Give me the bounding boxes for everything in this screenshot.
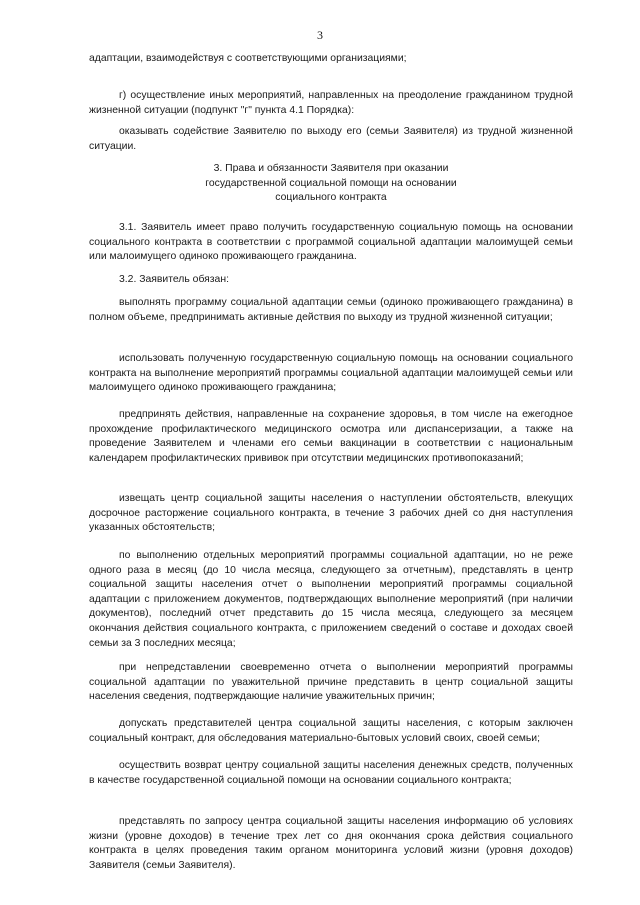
paragraph: 3.2. Заявитель обязан: [119,274,229,285]
paragraph: при непредставлении своевременно отчета о выполнении мероприятий программы социальной адаптации по уважительной причине представить в центр социальной защиты населения сведения, подтверждающие наличие уважительных причин; [89,662,573,703]
paragraph: 3.1. Заявитель имеет право получить государственную социальную помощь на основании социального контракта в соответствии с программой социальной адаптации малоимущей семьи или малоимущего одиноко проживающего гражданина. [89,222,573,263]
paragraph: по выполнению отдельных мероприятий программы социальной адаптации, но не реже одного раза в месяц (до 10 числа месяца, следующего за отчетным), представлять в центр социальной защиты населения отчет о выполнении мероприятий программы социальной адаптации с приложением документов, подтверждающих выполнение мероприятий (при наличии документов), последний отчет представить до 15 числа месяца, следующего за месяцем окончания действия социального контракта, с приложением сведений о составе и доходах своей семьи за 3 последних месяца; [89,550,573,649]
section-heading [89,162,573,206]
paragraph: адаптации, взаимодействуя с соответствующими организациями; [89,53,407,64]
paragraph: представлять по запросу центра социальной защиты населения информацию об условиях жизни (уровне доходов) в течение трех лет со дня окончания срока действия социального контракта в целях проведения таким органом мониторинга условий жизни (уровня доходов) Заявителя (семьи Заявителя). [89,816,573,871]
paragraph: использовать полученную государственную социальную помощь на основании социального контракта на выполнение мероприятий программы социальной адаптации малоимущей семьи или малоимущего одиноко проживающего гражданина; [89,353,573,394]
paragraph: выполнять программу социальной адаптации семьи (одиноко проживающего гражданина) в полном объеме, предпринимать активные действия по выходу из трудной жизненной ситуации; [89,297,573,323]
paragraph: допускать представителей центра социальной защиты населения, с которым заключен социальный контракт, для обследования материально-бытовых условий своих, своей семьи; [89,718,573,744]
page-number: 3 [317,28,323,42]
paragraph: предпринять действия, направленные на сохранение здоровья, в том числе на ежегодное прохождение профилактического медицинского осмотра или диспансеризации, а также на проведение Заявителем и членами его семьи вакцинации в соответствии с национальным календарем профилактических прививок при отсутствии медицинских противопоказаний; [89,409,573,464]
paragraph: г) осуществление иных мероприятий, направленных на преодоление гражданином трудной жизненной ситуации (подпункт "г" пункта 4.1 Порядка): [89,90,573,116]
heading-line: социального контракта [275,192,387,204]
heading-line: 3. Права и обязанности Заявителя при оказании [213,163,449,174]
paragraph: осуществить возврат центру социальной защиты населения денежных средств, полученных в качестве государственной социальной помощи на основании социального контракта; [89,760,573,786]
heading-line: государственной социальной помощи на основании [205,177,457,189]
paragraph: оказывать содействие Заявителю по выходу его (семьи Заявителя) из трудной жизненной ситуации. [89,126,573,152]
paragraph: извещать центр социальной защиты населения о наступлении обстоятельств, влекущих досрочное расторжение социального контракта, в течение 3 рабочих дней со дня наступления указанных обстоятельств; [89,493,573,534]
